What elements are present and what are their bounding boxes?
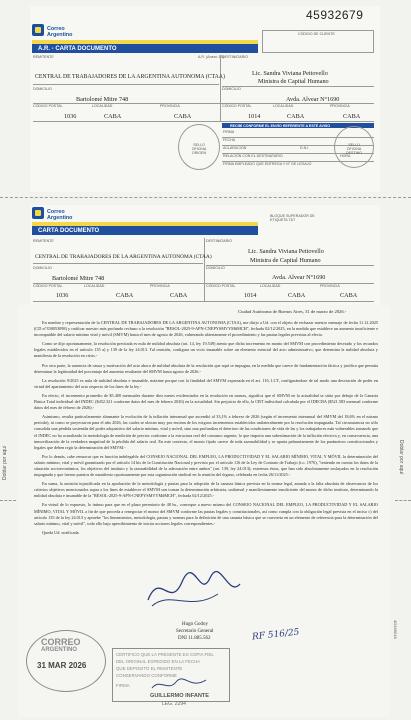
letter-paragraph: La resolución 9/2025 es nula de nulidad absoluta e insanable, máxime porque con la finalidad del SMVM expresada en el art. 116, LCT, configurándose de tal modo una desviación de poder en virtud del apartamiento del acto respecto de los fines de la ley.- xyxy=(34,377,378,389)
ar-sender-city: CABA xyxy=(104,113,122,120)
cd-provincia-label: PROVINCIA xyxy=(150,284,170,288)
sello-origen-label: SELLO OFICINA ORIGEN xyxy=(191,143,207,155)
cert-line3: QUE DEPOSITO EL REMITENTE xyxy=(116,666,183,671)
ar-postal-label: CÓDIGO POSTAL xyxy=(33,104,63,108)
cd-localidad-label-right: LOCALIDAD xyxy=(260,284,281,288)
fold-mark-left xyxy=(0,500,16,501)
cd-sender-line xyxy=(33,263,203,264)
ar-title: A.R. - CARTA DOCUMENTO xyxy=(38,45,117,52)
ar-domicilio-label: DOMICILIO xyxy=(33,87,52,91)
ar-recipient-name-1: Lic. Sandra Viviana Pettovello xyxy=(252,70,328,77)
cert-id: LEG. 2294 xyxy=(162,701,186,707)
cd-title-band xyxy=(32,226,258,235)
letter-paragraph: En efecto, el incremento promedio de $5.400 mensuales durante diez meses evidenciados en la resolución en marras, significa que el SMVM en la actualidad se sitúa por debajo de la Canasta Básica Total individual del INDEC ($452.321 conforme datos del mes de febrero 2026) en la actualidad. Sin perjuicio de ello, la CBT individual calculada por el IDECBA ($521.583 mensual conforme datos del mes de febrero de 2026).- xyxy=(34,392,378,411)
tracking-number: 45932679 xyxy=(306,8,364,22)
signer-title-2: DNI 11.885.562 xyxy=(178,636,211,641)
ar-destinatario-label: DESTINATARIO xyxy=(222,55,249,59)
ar-firma-empleado-label: FIRMA EMPLEADO QUE ENTREGA Y N° DE LEGAJO xyxy=(223,162,312,166)
side-code: 4G199016 xyxy=(393,620,398,639)
ar-mid-divider xyxy=(220,55,221,121)
cd-postal-line xyxy=(33,301,374,302)
post-stamp-line1: CORREO xyxy=(41,637,81,647)
cd-destinatario-label: DESTINATARIO xyxy=(206,239,233,243)
cd-postal-label: CÓDIGO POSTAL xyxy=(33,284,63,288)
sello-destino-label: SELLO OFICINA DESTINO xyxy=(346,143,362,155)
cd-mid-divider xyxy=(204,238,205,302)
ar-sender-line xyxy=(33,84,219,85)
cert-name: GUILLERMO INFANTE xyxy=(150,693,210,699)
cd-postal-label-right: CÓDIGO POSTAL xyxy=(206,284,236,288)
cd-recipient-province: CABA xyxy=(340,292,358,299)
cert-line2: DEL ORIGINAL EXPEDIDO EN LA FECHA xyxy=(116,659,201,664)
letter-body xyxy=(34,320,378,539)
cd-sender-name: CENTRAL DE TRABAJADORES DE LA ARGENTINA AUTONOMA (CTAA) xyxy=(35,254,212,260)
ar-dni-label: D.N.I. xyxy=(300,146,310,150)
cd-provincia-label-right: PROVINCIA xyxy=(320,284,340,288)
cd-correo-logo-icon xyxy=(32,207,44,219)
post-stamp-date: 31 MAR 2026 xyxy=(37,661,87,670)
cd-recipient-address: Avda. Alvear N°1690 xyxy=(272,274,326,281)
cd-recipient-name-2: Ministra de Capital Humano xyxy=(250,257,321,264)
ar-recipient-province: CABA xyxy=(343,113,361,120)
letter-paragraph: En suma, la omisión injustificada en la aprobación de la metodología y pautas para la adopción de la canasta básica prevista en la norma legal, aunada a la falta absoluta de observancia de los criterios objetivos mencionados supra a los fines de establecer el SMVM son tornan la determinación arbitraria, unilateral y manifiestamente insuficiente del monto de dicho instituto, determinando la nulidad absoluta e insanable de la "RESOL-2025-9-APN-CNEPYSMVYM#MCH", fechada 02/12/2025.- xyxy=(34,481,378,499)
cd-recipient-city: CABA xyxy=(288,292,306,299)
ar-domicilio-label-right: DOMICILIO xyxy=(222,87,241,91)
letter-paragraph: Como se dijo oportunamente, la resolución precitada es nula de nulidad absoluta (art. 14, ley 19.549) atento que dicho incremento en monto del SMVM con procedimiento desviado y los recaudos legales establecidos en el artículo 135 a) y 139 de la ley 24.013. Tal omisión, configura un vicio insanable sobre un elemento esencial del acto administrativo, que determina la nulidad absoluta y manifiesta de la resolución en crisis.- xyxy=(34,341,378,359)
ar-remitente-label: REMITENTE xyxy=(33,55,54,59)
ar-localidad-label-right: LOCALIDAD xyxy=(273,104,294,108)
letter-paragraph: En virtud de lo expuesto, lo intimo para que en el plazo perentorio de 48 hs., convoque a nuevo mismo del CONSEJO NACIONAL DEL EMPLEO, LA PRODUCTIVIDAD Y EL SALARIO MÍNIMO, VITAL Y MÓVIL a fin de que proceda a renegociar el monto del SMVM conforme las pautas legales y constitucionales, así como cumpla con la obligación legal prevista en el inciso c) del artículo 135 de la ley 24.013 y apruebe "los lineamientos, metodología, pautas y normas para la definición de una canasta básica que se convierta en un elemento de referencia para la determinación del salario mínimo, vital y móvil", todo ello bajo apercibimiento de iniciar acciones legales correspondientes.- xyxy=(34,502,378,526)
ar-provincia-label-right: PROVINCIA xyxy=(330,104,350,108)
cd-sender-address: Bartolomé Mitre 748 xyxy=(52,275,105,282)
fold-mark-right xyxy=(395,500,411,501)
signer-name: Hugo Godoy xyxy=(182,622,208,627)
cd-recipient-name-1: Lic. Sandra Viviana Pettovello xyxy=(248,248,324,255)
cd-recipient-postal: 1014 xyxy=(244,292,257,299)
ar-firma-label: FIRMA xyxy=(223,130,235,134)
cd-domicilio-label: DOMICILIO xyxy=(33,266,52,270)
cd-domicilio-label-right: DOMICILIO xyxy=(206,266,225,270)
client-code-label: CÓDIGO DE CLIENTE xyxy=(298,32,335,36)
ar-recipient-line xyxy=(222,86,374,87)
cert-line4: CONSERVANDO CONFORME xyxy=(116,673,177,678)
letter-paragraph: En nombre y representación de la CENTRAL DE TRABAJADORES DE LA ARGENTINA AUTONOMA (CTAA), me dirijo a Ud. con el objeto de rechazar nuestro mensaje de fecha 11.12.2025 (CD n°358053098) y ratificar nuestro más profundo rechazo a la resolución "RESOL-2025-9-APN-CNEPYSMVYM#MCH", fechada 02/12/2025, en la medida que establece un aumento insuficiente e incompatible del salario mínimo vital y móvil (SMVM) hasta el mes de agosto de 2026, vulnerando abiertamente el procedimiento y las pautas legales previstas al efecto. xyxy=(34,320,378,338)
ar-provincia-label: PROVINCIA xyxy=(160,104,180,108)
letter-paragraph: Por lo demás, cabe remarcar que es función indelegable del CONSEJO NACIONAL DEL EMPLEO, LA PRODUCTIVIDAD Y EL SALARIO MÍNIMO, VITAL Y MÓVIL la determinación del salario mínimo, vital y móvil garantizado por el artículo 14 bis de la Constitución Nacional y previsto por el artículo 116 de la Ley de Contrato de Trabajo (t.o. 1976), "teniendo en cuenta los datos de la situación socioeconómica, los objetivos del instituto y la razonabilidad de la adecuación entre ambos" (art. 139, ley 24.013); extremos éstos, que han sido absolutamente soslayados en la resolución impugnada y que fueron puestos de manifiesto oportunamente por esta organización sindical en la reunión del órgano, celebrada en fecha 26/11/2025.- xyxy=(34,453,378,478)
cert-line5: FIRMA xyxy=(116,683,130,688)
letter-date-line: Ciudad Autónoma de Buenos Aires, 31 de marzo de 2026.- xyxy=(238,309,347,314)
ar-form-code: A.R. (Anexo 1B) xyxy=(198,55,224,59)
ar-fecha-label: FECHA xyxy=(223,138,236,142)
cd-brand: Correo Argentino xyxy=(47,209,73,221)
signature-scribble xyxy=(140,560,250,620)
ar-postal-line xyxy=(33,121,374,122)
ar-sender-name: CENTRAL DE TRABAJADORES DE LA ARGENTINA AUTONOMA (CTAA) xyxy=(35,74,225,80)
signer-title-1: Secretario General xyxy=(176,629,214,634)
ar-brand: Correo Argentino xyxy=(47,26,73,38)
ar-relacion-label: RELACIÓN CON EL DESTINATARIO xyxy=(223,154,283,158)
cd-sender-postal: 1036 xyxy=(56,292,69,299)
fold-label-right: Doblar por aquí xyxy=(398,440,404,475)
post-office-stamp xyxy=(26,630,106,692)
perforation-line xyxy=(0,197,411,198)
handwritten-ref: RF 516/25 xyxy=(251,627,300,643)
ar-sender-province: CABA xyxy=(174,113,192,120)
ar-sender-address: Bartolomé Mitre 748 xyxy=(76,96,129,103)
ar-localidad-label: LOCALIDAD xyxy=(92,104,113,108)
cd-recipient-line xyxy=(206,265,374,266)
ar-receipt-header-text: RECIBÍ CONFORME EL ENVÍO REFERENTE A ESTE AVISO xyxy=(230,123,331,128)
fold-label-left: Doblar por aquí xyxy=(2,445,8,480)
ar-recipient-address: Avda. Alvear N°1690 xyxy=(286,96,340,103)
ar-recipient-name-2: Ministra de Capital Humano xyxy=(258,78,329,85)
letter-paragraph: Asimismo, resulta particularmente alarmante la evolución de la inflación interanual que ascendió al 33,1% a febrero de 2026 (según el incremento interanual del SMVM del 18,6% en el mismo período), ni como se proyectaron para el año 2026, las cuales se ubican muy por encima de los exiguos incrementos establecidos unilateralmente por la resolución impugnada. Tal circunstancia no sólo consolida una pérdida sostenida del poder adquisitivo del salario mínimo, vital y móvil, sino una profundiza el deterioro de las condiciones de vida de las y los trabajadores más vulnerables tomando que el INDEC no ha actualizado la metodología de medición de precios conforme a la estructura real del consumo urgente, lo que importa una subestimación de la inflación efectiva y, en consecuencia, una inmovilización de la verdadera magnitud de la pérdida del salario real. En este contexto, el monto fijado carece de toda razonabilidad y se aparta palmariamente de los parámetros constitucionales y legales que deben regir la determinación del SMVM.- xyxy=(34,414,378,450)
ar-hora-label: HORA xyxy=(340,154,351,158)
ar-recipient-postal: 1014 xyxy=(248,113,261,120)
post-stamp-line2: ARGENTINO xyxy=(41,647,77,653)
ar-postal-label-right: CÓDIGO POSTAL xyxy=(222,104,252,108)
cd-title: CARTA DOCUMENTO xyxy=(38,227,100,234)
cd-sender-city: CABA xyxy=(116,292,134,299)
correo-logo-icon xyxy=(32,24,44,36)
ar-title-band xyxy=(32,44,258,53)
cert-signature-scribble xyxy=(150,676,210,694)
cd-sender-province: CABA xyxy=(170,292,188,299)
letter-paragraph: Por otra parte, la ausencia de causa y motivación del acto ahora de nulidad absoluta de la resolución que aquí se impugna, en la medida que carece de fundamentación fáctica y jurídica que permita determinar la legitimidad del porcentaje del aumento resultante del SMVM hasta agosto de 2026.- xyxy=(34,362,378,374)
letter-closing: Queda Ud. notificada. xyxy=(42,529,80,535)
ar-address-line xyxy=(33,103,374,104)
cd-remitente-label: REMITENTE xyxy=(33,239,54,243)
cd-side-note: BLOQUE SUPERADOR DE ETIQUETA T&T xyxy=(270,214,315,222)
cd-localidad-label: LOCALIDAD xyxy=(84,284,105,288)
ar-sender-postal: 1036 xyxy=(64,113,77,120)
ar-recipient-city: CABA xyxy=(287,113,305,120)
ar-aclaracion-label: ACLARACIÓN xyxy=(223,146,247,150)
cert-line1: CERTIFICO QUE LA PRESENTE ES COPIA FIEL xyxy=(116,652,214,657)
